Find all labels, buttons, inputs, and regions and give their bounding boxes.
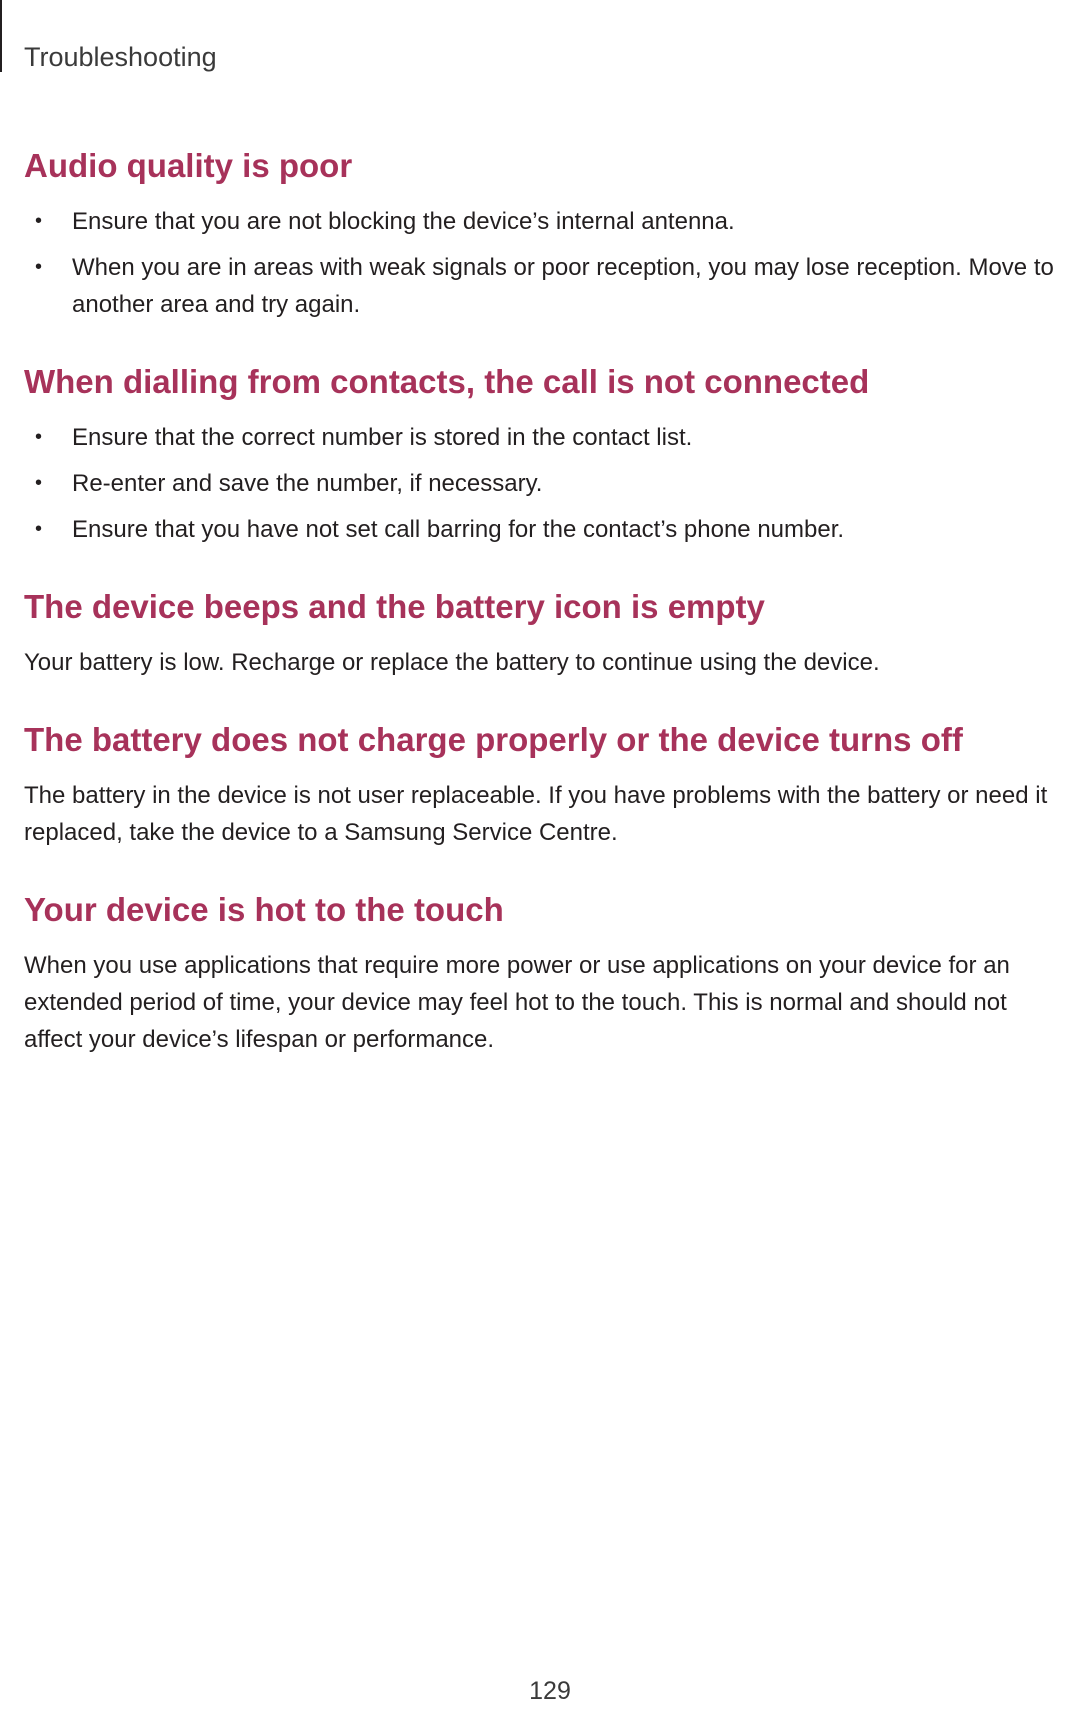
- section-battery-charging: [24, 719, 1070, 851]
- running-head: Troubleshooting: [24, 42, 217, 72]
- section-paragraph: Your battery is low. Recharge or replace the battery to continue using the device.: [24, 649, 880, 676]
- list-item: [24, 465, 1070, 502]
- page-number: 129: [529, 1677, 571, 1705]
- section-heading: The device beeps and the battery icon is empty: [24, 588, 765, 625]
- list-item-text: Ensure that you have not set call barring for the contact’s phone number.: [72, 516, 845, 543]
- page-content: [24, 145, 1070, 1096]
- section-heading: The battery does not charge properly or the device turns off: [24, 721, 963, 758]
- list-item-text: When you are in areas with weak signals or poor reception, you may lose reception. Move to another area and try again.: [72, 254, 1054, 318]
- list-item-text: Re-enter and save the number, if necessary.: [72, 470, 543, 497]
- page-edge-rule: [0, 0, 2, 72]
- bullet-icon: •: [35, 210, 43, 232]
- bullet-icon: •: [35, 426, 43, 448]
- section-device-hot: [24, 889, 1070, 1058]
- bullet-list: [24, 203, 1070, 323]
- list-item-text: Ensure that the correct number is stored in the contact list.: [72, 424, 693, 451]
- section-battery-empty: [24, 586, 1070, 681]
- section-heading: When dialling from contacts, the call is not connected: [24, 363, 870, 400]
- list-item: [24, 419, 1070, 456]
- section-heading: Audio quality is poor: [24, 147, 353, 184]
- bullet-icon: •: [35, 256, 43, 278]
- bullet-list: [24, 419, 1070, 548]
- list-item-text: Ensure that you are not blocking the device’s internal antenna.: [72, 208, 735, 235]
- list-item: [24, 511, 1070, 548]
- section-call-not-connected: [24, 361, 1070, 548]
- section-heading: Your device is hot to the touch: [24, 891, 504, 928]
- section-audio-quality: [24, 145, 1070, 323]
- section-paragraph: When you use applications that require more power or use applications on your device for an extended period of time, your device may feel hot to the touch. This is normal and should not affect your device’s lifespan or performance.: [24, 952, 1010, 1053]
- bullet-icon: •: [35, 518, 43, 540]
- list-item: [24, 249, 1070, 323]
- bullet-icon: •: [35, 472, 43, 494]
- section-paragraph: The battery in the device is not user replaceable. If you have problems with the battery or need it replaced, take the device to a Samsung Service Centre.: [24, 782, 1048, 846]
- list-item: [24, 203, 1070, 240]
